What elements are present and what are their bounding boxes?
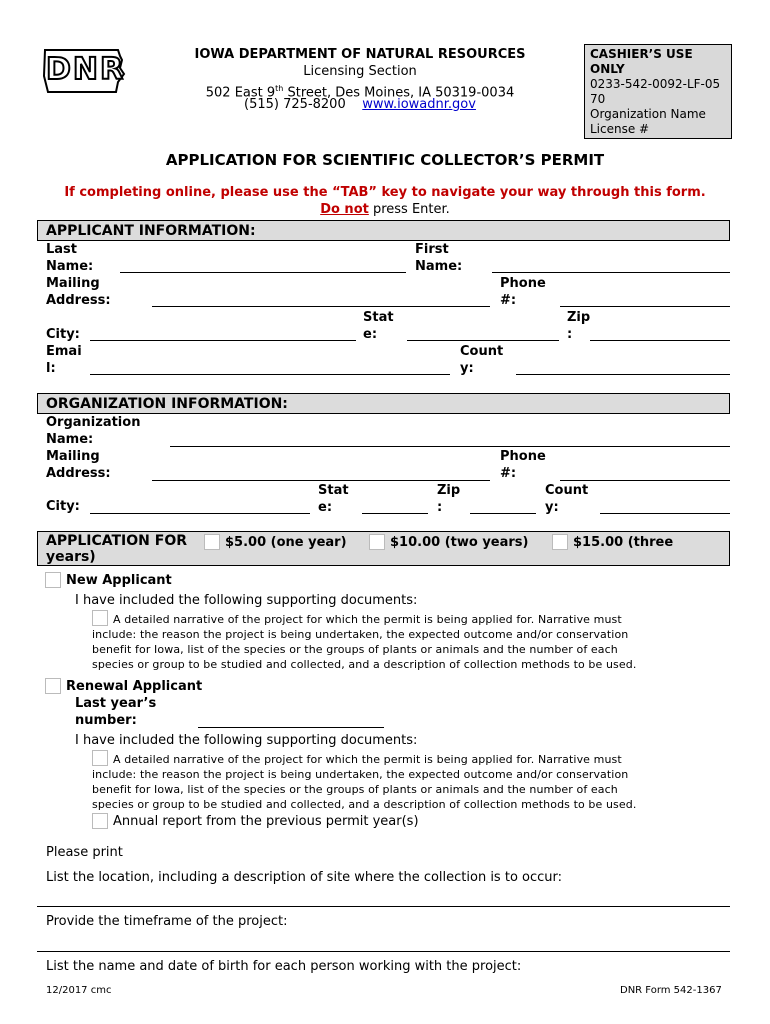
please-print: Please print: [46, 845, 123, 860]
narrative-text: A detailed narrative of the project for which the permit is being applied for. Narrative must include: the reason the project is being undertaken, the expected outcome and/or conservation benefit for Iowa, list of the species or the groups of plants or animals and the number of each species or group to be studied and collected, and a description of collection methods to be used.: [92, 613, 637, 671]
cashier-box: [584, 44, 732, 139]
email-field[interactable]: [90, 374, 450, 375]
timeframe-field[interactable]: [37, 951, 730, 952]
city-label: City:: [46, 327, 80, 342]
section-name: Licensing Section: [303, 64, 417, 79]
state-label: Stat e:: [363, 310, 394, 342]
zip-field[interactable]: [590, 340, 730, 341]
last-year-number-field[interactable]: [198, 727, 384, 728]
annual-report-label: Annual report from the previous permit year(s): [113, 814, 419, 829]
state-field[interactable]: [407, 340, 559, 341]
cashier-license: License #: [590, 122, 650, 136]
persons-prompt: List the name and date of birth for each person working with the project:: [46, 959, 522, 974]
org-name-label: Organization Name:: [46, 415, 141, 447]
org-mailing-label: Mailing Address:: [46, 449, 111, 481]
instruction: If completing online, please use the “TAB” key to navigate your way through this form. Do not press Enter.: [64, 185, 706, 217]
city-field[interactable]: [90, 340, 356, 341]
phone: (515) 725-8200: [244, 97, 346, 112]
dept-name: IOWA DEPARTMENT OF NATURAL RESOURCES: [194, 47, 526, 62]
application-section-header: APPLICATION FOR years) $5.00 (one year) $10.00 (two years) $15.00 (three: [37, 531, 730, 566]
dnr-logo: [42, 46, 126, 98]
cashier-code: 0233-542-0092-LF-0570: [590, 77, 721, 106]
org-zip-label: Zip :: [437, 483, 461, 515]
footer-left: 12/2017 cmc: [46, 985, 112, 996]
contact-line: [160, 96, 560, 113]
logo-text: DNR: [46, 52, 126, 87]
phone-field[interactable]: [560, 306, 730, 307]
one-year-label: $5.00 (one year): [225, 535, 347, 550]
two-years-checkbox[interactable]: [369, 534, 385, 550]
renewal-narrative-text: A detailed narrative of the project for which the permit is being applied for. Narrative must include: the reason the project is being undertaken, the expected outcome and/or conservation benefit for Iowa, list of the species or the groups of plants or animals and the number of each species or group to be studied and collected, and a description of collection methods to be used.: [92, 753, 637, 811]
org-mailing-field[interactable]: [152, 480, 490, 481]
form-title: APPLICATION FOR SCIENTIFIC COLLECTOR’S PERMIT: [165, 151, 605, 169]
address: 502 East 9th Street, Des Moines, IA 50319-0034: [205, 84, 515, 101]
mailing-address-label: Mailing Address:: [46, 276, 111, 308]
included-docs-text-2: I have included the following supporting documents:: [75, 733, 418, 748]
two-years-label: $10.00 (two years): [390, 535, 529, 550]
applicant-section-header: APPLICANT INFORMATION:: [37, 220, 730, 241]
renewal-applicant-checkbox[interactable]: [45, 678, 61, 694]
footer-right: DNR Form 542-1367: [620, 985, 722, 996]
last-name-field[interactable]: [120, 272, 406, 273]
last-name-label: Last Name:: [46, 242, 94, 274]
one-year-checkbox[interactable]: [204, 534, 220, 550]
location-field[interactable]: [37, 906, 730, 907]
org-county-label: Count y:: [545, 483, 589, 515]
cashier-title: CASHIER’S USE ONLY: [590, 47, 693, 76]
county-label: Count y:: [460, 344, 504, 376]
zip-label: Zip :: [567, 310, 591, 342]
mailing-address-field[interactable]: [152, 306, 490, 307]
org-phone-label: Phone #:: [500, 449, 546, 481]
phone-label: Phone #:: [500, 276, 546, 308]
first-name-field[interactable]: [492, 272, 730, 273]
org-state-field[interactable]: [362, 513, 428, 514]
annual-report-checkbox[interactable]: [92, 813, 108, 829]
org-city-label: City:: [46, 499, 80, 514]
included-docs-text: I have included the following supporting documents:: [75, 593, 418, 608]
org-phone-field[interactable]: [560, 480, 730, 481]
org-name-field[interactable]: [170, 446, 730, 447]
three-years-label: $15.00 (three: [573, 535, 674, 550]
cashier-org: Organization Name: [590, 107, 706, 121]
org-county-field[interactable]: [600, 513, 730, 514]
email-label: Emai l:: [46, 344, 82, 376]
first-name-label: First Name:: [415, 242, 463, 274]
renewal-applicant-label: Renewal Applicant: [66, 679, 203, 694]
organization-section-header: ORGANIZATION INFORMATION:: [37, 393, 730, 414]
three-years-checkbox[interactable]: [552, 534, 568, 550]
website-link[interactable]: www.iowadnr.gov: [362, 97, 476, 112]
new-applicant-label: New Applicant: [66, 573, 172, 588]
org-zip-field[interactable]: [470, 513, 536, 514]
timeframe-prompt: Provide the timeframe of the project:: [46, 914, 288, 929]
last-year-number-label: Last year’s number:: [75, 696, 157, 728]
location-prompt: List the location, including a description of site where the collection is to occur:: [46, 870, 563, 885]
org-city-field[interactable]: [90, 513, 310, 514]
county-field[interactable]: [516, 374, 730, 375]
org-state-label: Stat e:: [318, 483, 349, 515]
new-applicant-checkbox[interactable]: [45, 572, 61, 588]
